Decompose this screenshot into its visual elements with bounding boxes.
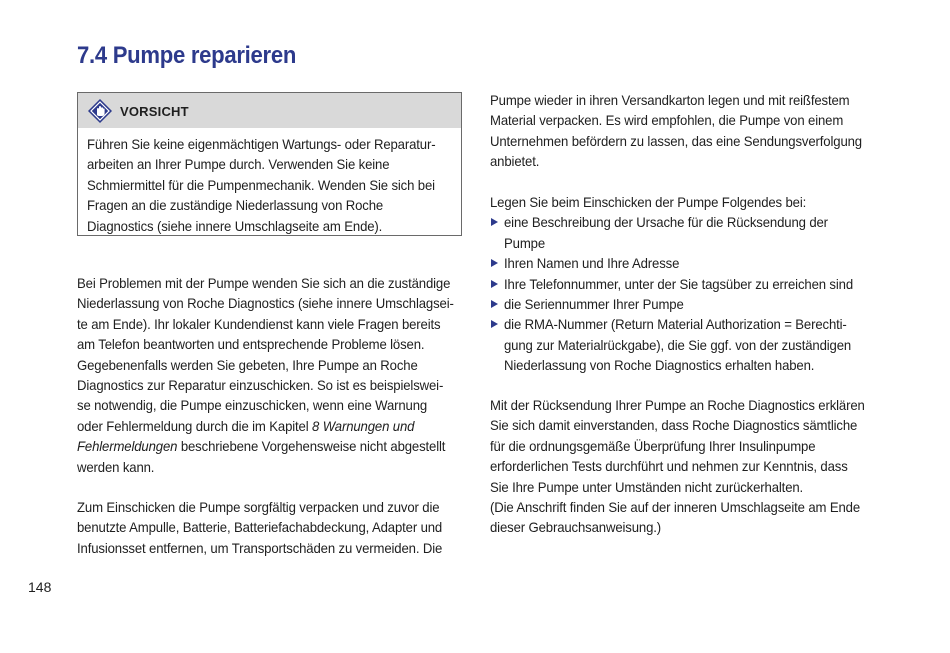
right-column-paragraph-2 (490, 395, 890, 538)
chapter-reference[interactable]: Fehlermeldungen (77, 438, 178, 455)
caution-line: Schmiermittel für die Pumpenmechanik. Wenden Sie sich bei (87, 176, 435, 193)
text-line: se notwendig, die Pumpe einzuschicken, wenn eine Warnung (77, 397, 428, 414)
text-line: Pumpe wieder in ihren Versandkarton legen und mit reißfestem (490, 92, 850, 108)
list-item (490, 253, 890, 273)
text-line: die Seriennummer Ihrer Pumpe (504, 295, 684, 312)
list-item (490, 274, 890, 294)
text-line: Diagnostics zur Reparatur einzuschicken. So ist es beispielswei- (77, 376, 444, 393)
caution-line: Fragen an die zuständige Niederlassung von Roche (87, 197, 384, 214)
chapter-reference[interactable]: 8 Warnungen und (312, 417, 415, 434)
text-fragment: beschriebene Vorgehensweise nicht abgestellt (177, 438, 446, 455)
left-column-paragraph-2 (77, 497, 467, 558)
text-line: Niederlassung von Roche Diagnostics (siehe innere Umschlagsei- (77, 295, 454, 312)
text-line: Material verpacken. Es wird empfohlen, die Pumpe von einem (490, 112, 844, 129)
text-line: anbietet. (490, 153, 540, 170)
enclosure-list (490, 212, 890, 375)
caution-header (78, 93, 461, 128)
text-line: Mit der Rücksendung Ihrer Pumpe an Roche Diagnostics erklären (490, 397, 865, 413)
list-intro: Legen Sie beim Einschicken der Pumpe Folgendes bei: (490, 194, 807, 210)
text-line: Niederlassung von Roche Diagnostics erhalten haben. (504, 357, 815, 374)
text-line: te am Ende). Ihr lokaler Kundendienst kann viele Fragen bereits (77, 315, 441, 332)
text-line: benutzte Ampulle, Batterie, Batteriefachabdeckung, Adapter und (77, 519, 443, 536)
page-title: 7.4 Pumpe reparieren (77, 42, 297, 69)
page-number: 148 (28, 579, 52, 595)
text-line: Ihren Namen und Ihre Adresse (504, 255, 680, 272)
text-line: am Telefon beantworten und entsprechende Probleme lösen. (77, 336, 425, 353)
text-line: Bei Problemen mit der Pumpe wenden Sie sich an die zuständige (77, 275, 451, 291)
caution-box (77, 92, 462, 236)
text-line: Sie Ihre Pumpe unter Umständen nicht zurückerhalten. (490, 478, 804, 495)
list-item (490, 314, 890, 375)
caution-hand-icon (87, 98, 113, 124)
text-line: Pumpe (504, 234, 545, 251)
text-line (77, 436, 444, 456)
text-fragment: oder Fehlermeldung durch die im Kapitel (77, 417, 309, 434)
list-item (490, 212, 890, 253)
list-item (490, 294, 890, 314)
text-line: dieser Gebrauchsanweisung.) (490, 519, 662, 536)
text-line: werden kann. (77, 458, 155, 475)
text-line: gung zur Materialrückgabe), die Sie ggf. von der zuständigen (504, 336, 852, 353)
right-column-paragraph-1 (490, 90, 890, 172)
text-line: Unternehmen befördern zu lassen, das eine Sendungsverfolgung (490, 132, 862, 149)
caution-line: Diagnostics (siehe innere Umschlagseite am Ende). (87, 217, 383, 234)
text-line: die RMA-Nummer (Return Material Authorization = Berechti- (504, 316, 847, 333)
text-line (77, 416, 444, 436)
text-line: eine Beschreibung der Ursache für die Rücksendung der (504, 214, 828, 231)
text-line: (Die Anschrift finden Sie auf der inneren Umschlagseite am Ende (490, 498, 861, 515)
text-line: Infusionsset entfernen, um Transportschäden zu vermeiden. Die (77, 539, 443, 556)
text-line: erforderlichen Tests durchführt und nehmen zur Kenntnis, dass (490, 458, 848, 475)
text-line: Sie sich damit einverstanden, dass Roche Diagnostics sämtliche (490, 417, 858, 434)
caution-label: VORSICHT (120, 104, 189, 119)
text-line: für die ordnungsgemäße Überprüfung Ihrer Insulinpumpe (490, 437, 816, 454)
caution-line: arbeiten an Ihrer Pumpe durch. Verwenden Sie keine (87, 156, 390, 173)
caution-line: Führen Sie keine eigenmächtigen Wartungs- oder Reparatur- (87, 136, 436, 152)
right-column-list (490, 192, 890, 376)
left-column-paragraph-1 (77, 273, 467, 477)
text-line: Ihre Telefonnummer, unter der Sie tagsüber zu erreichen sind (504, 275, 854, 292)
caution-text (87, 134, 457, 236)
text-line: Gegebenenfalls werden Sie gebeten, Ihre Pumpe an Roche (77, 356, 418, 373)
text-line: Zum Einschicken die Pumpe sorgfältig verpacken und zuvor die (77, 499, 440, 515)
